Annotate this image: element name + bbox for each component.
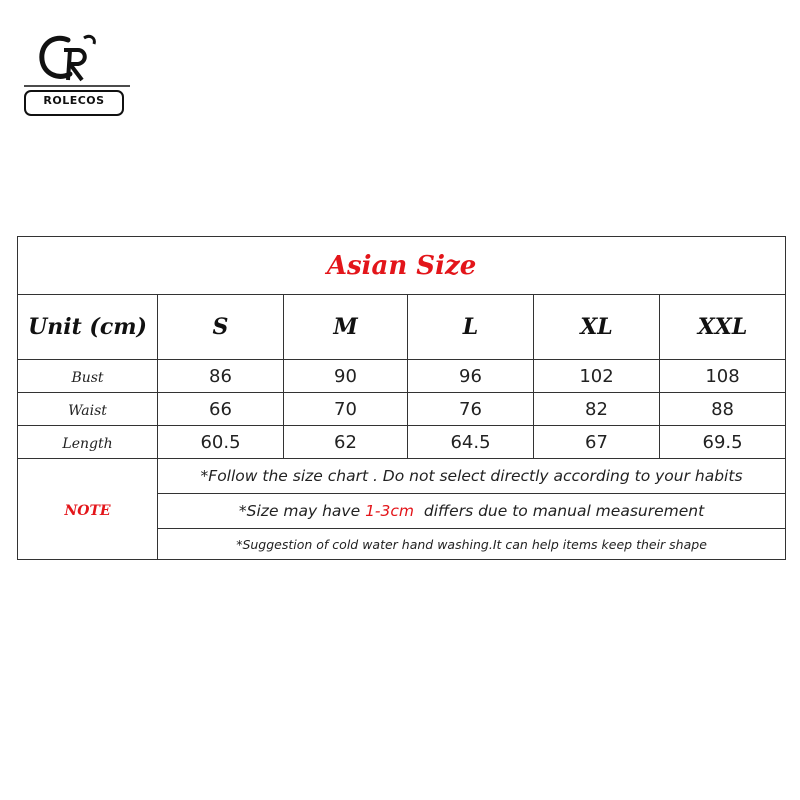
table-cell: 86 (209, 365, 232, 387)
table-cell: 96 (459, 365, 482, 387)
size-header-xxl: XXL (697, 314, 748, 340)
table-cell: 69.5 (702, 431, 743, 453)
size-header-l: L (462, 314, 479, 340)
brand-logo (24, 28, 134, 113)
table-cell: 102 (579, 365, 614, 387)
row-label-waist: Waist (68, 402, 107, 419)
cr-monogram-icon (24, 28, 134, 90)
chart-title: Asian Size (326, 250, 477, 281)
table-cell: 82 (585, 398, 608, 420)
table-cell: 108 (705, 365, 740, 387)
note-row-1 (18, 459, 786, 494)
table-cell: 66 (209, 398, 232, 420)
table-cell: 76 (459, 398, 482, 420)
note-label-cell (18, 459, 158, 560)
size-header-xl: XL (580, 314, 613, 340)
table-cell: 62 (334, 431, 357, 453)
note-highlight: 1-3cm (365, 502, 414, 520)
note-line-2 (158, 494, 786, 529)
table-cell: 88 (711, 398, 734, 420)
table-cell: 70 (334, 398, 357, 420)
table-row-waist (18, 393, 786, 426)
table-cell: 60.5 (200, 431, 241, 453)
note-line-3: *Suggestion of cold water hand washing.It can help items keep their shape (158, 529, 786, 560)
table-cell: 90 (334, 365, 357, 387)
note-label: NOTE (64, 502, 111, 519)
table-cell: 67 (585, 431, 608, 453)
size-header-m: M (333, 314, 358, 340)
header-row (18, 295, 786, 360)
table-row-bust (18, 360, 786, 393)
size-chart-table (17, 236, 786, 560)
brand-name: ROLECOS (24, 90, 124, 116)
note-line-2-start: *Size may have (238, 502, 366, 520)
table-cell: 64.5 (450, 431, 491, 453)
row-label-length: Length (62, 435, 113, 452)
row-label-bust: Bust (71, 369, 104, 386)
unit-label: Unit (cm) (28, 314, 147, 340)
chart-title-cell (18, 237, 786, 295)
note-line-2-end: differs due to manual measurement (414, 502, 705, 520)
note-line-1: *Follow the size chart . Do not select directly according to your habits (158, 459, 786, 494)
size-header-s: S (212, 314, 229, 340)
table-row-length (18, 426, 786, 459)
